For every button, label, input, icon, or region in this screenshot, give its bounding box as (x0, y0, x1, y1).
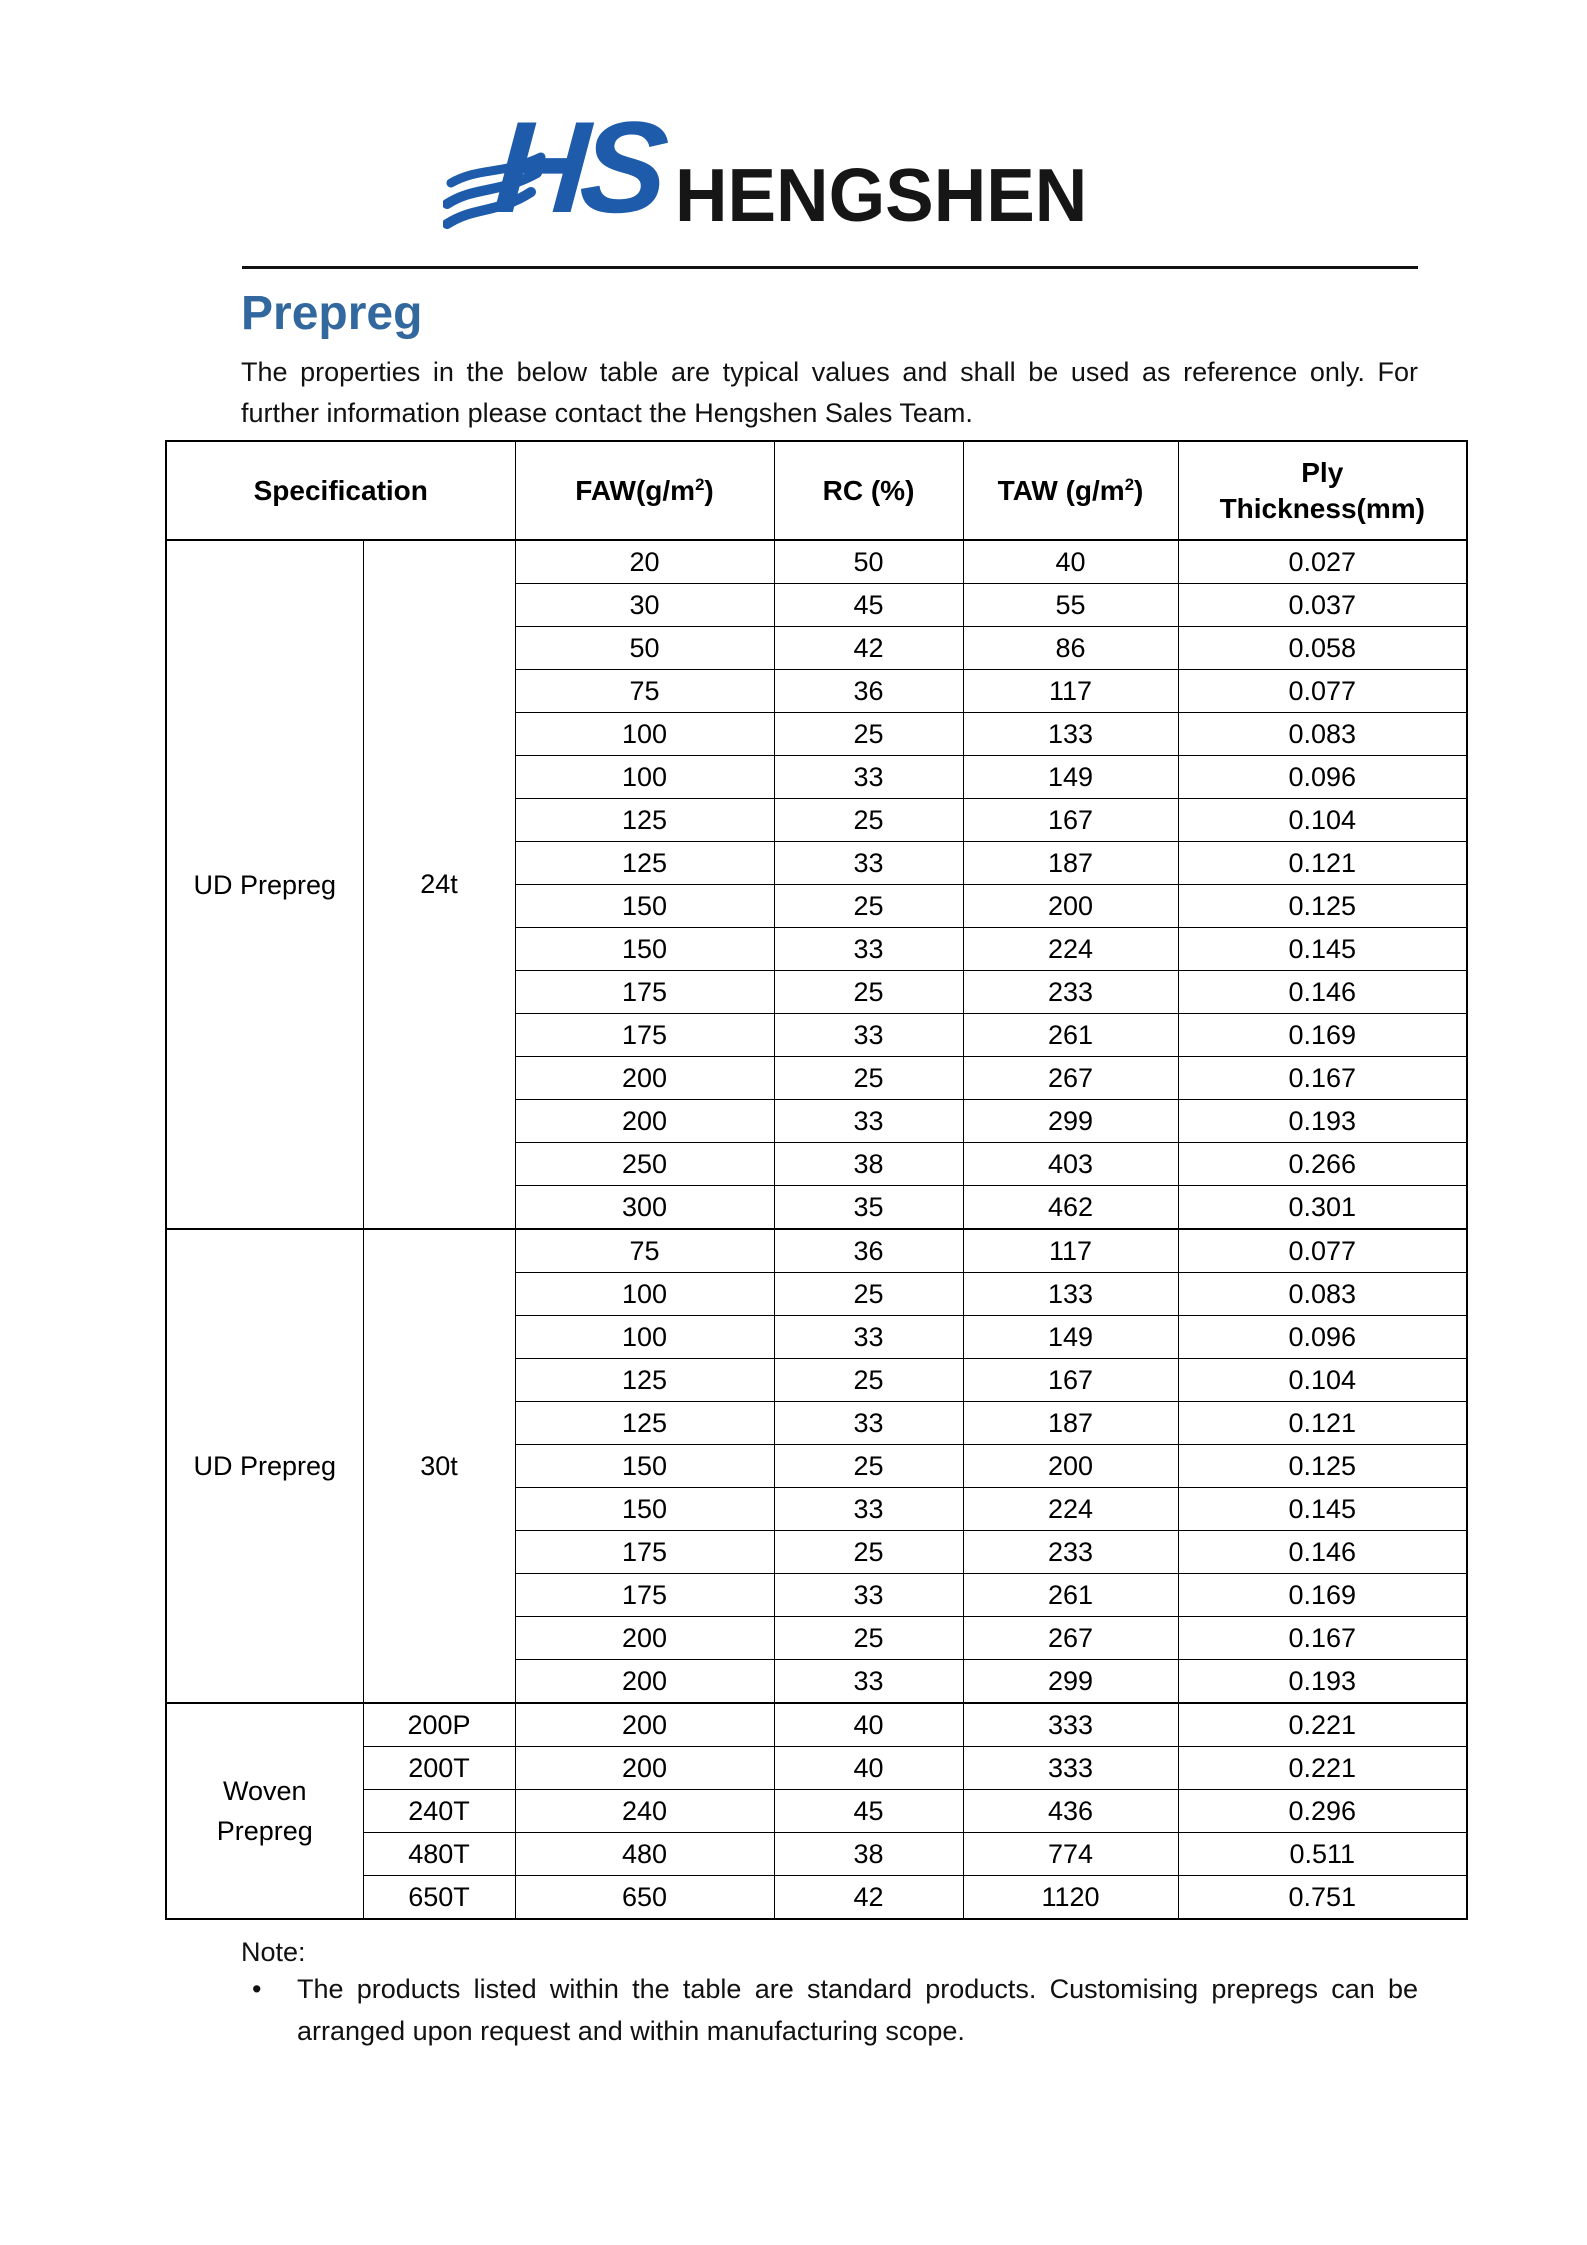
ply-cell: 0.146 (1178, 1531, 1467, 1574)
rc-cell: 38 (774, 1143, 963, 1186)
taw-cell: 299 (963, 1660, 1178, 1704)
ply-cell: 0.125 (1178, 1445, 1467, 1488)
ply-cell: 0.167 (1178, 1057, 1467, 1100)
spec-cell (166, 1229, 363, 1703)
taw-cell: 333 (963, 1703, 1178, 1747)
header-faw: $FAW(g/m^2)$ (515, 441, 774, 540)
taw-cell: 200 (963, 1445, 1178, 1488)
table-header (166, 441, 1467, 540)
rc-cell: 25 (774, 1359, 963, 1402)
ply-cell: 0.077 (1178, 1229, 1467, 1273)
ply-cell: 0.037 (1178, 584, 1467, 627)
ply-cell: 0.301 (1178, 1186, 1467, 1230)
taw-cell: 299 (963, 1100, 1178, 1143)
spec-cell (166, 540, 363, 1229)
faw-cell: 100 (515, 1273, 774, 1316)
table-row (166, 1703, 1467, 1747)
spec-line: UD Prepreg (193, 1451, 337, 1481)
ply-cell: 0.169 (1178, 1574, 1467, 1617)
faw-cell: 75 (515, 1229, 774, 1273)
rc-cell: 42 (774, 627, 963, 670)
ply-cell: 0.146 (1178, 971, 1467, 1014)
rc-cell: 25 (774, 885, 963, 928)
ply-cell: 0.511 (1178, 1833, 1467, 1876)
faw-cell: 150 (515, 885, 774, 928)
taw-cell: 149 (963, 756, 1178, 799)
note-line-1: The products listed within the table are standard products. Customising prepregs can be (297, 1974, 1418, 2004)
faw-cell: 125 (515, 842, 774, 885)
taw-cell: 200 (963, 885, 1178, 928)
rc-cell: 33 (774, 1316, 963, 1359)
ply-cell: 0.125 (1178, 885, 1467, 928)
taw-cell: 40 (963, 540, 1178, 584)
rc-cell: 25 (774, 1531, 963, 1574)
header-ply-thickness: Ply Thickness(mm) (1178, 441, 1467, 540)
ply-cell: 0.296 (1178, 1790, 1467, 1833)
faw-cell: 175 (515, 1014, 774, 1057)
taw-cell: 436 (963, 1790, 1178, 1833)
rc-cell: 38 (774, 1833, 963, 1876)
subspec-cell: 200P (363, 1703, 515, 1747)
table-header-row (166, 441, 1467, 540)
header-rule (242, 266, 1418, 269)
rc-cell: 33 (774, 842, 963, 885)
faw-cell: 125 (515, 1402, 774, 1445)
rc-cell: 25 (774, 1057, 963, 1100)
taw-cell: 133 (963, 1273, 1178, 1316)
ply-cell: 0.266 (1178, 1143, 1467, 1186)
taw-cell: 133 (963, 713, 1178, 756)
table-row (166, 540, 1467, 584)
taw-cell: 117 (963, 1229, 1178, 1273)
taw-cell: 149 (963, 1316, 1178, 1359)
faw-cell: 175 (515, 1574, 774, 1617)
faw-cell: 200 (515, 1100, 774, 1143)
ply-cell: 0.096 (1178, 1316, 1467, 1359)
table-body (166, 540, 1467, 1919)
taw-cell: 774 (963, 1833, 1178, 1876)
spec-line: Woven (222, 1776, 307, 1806)
taw-cell: 224 (963, 1488, 1178, 1531)
taw-cell: 261 (963, 1574, 1178, 1617)
faw-cell: 100 (515, 1316, 774, 1359)
hs-mark-icon: HS (489, 94, 665, 240)
taw-cell: 224 (963, 928, 1178, 971)
rc-cell: 50 (774, 540, 963, 584)
faw-cell: 20 (515, 540, 774, 584)
faw-cell: 200 (515, 1617, 774, 1660)
rc-cell: 33 (774, 756, 963, 799)
ply-cell: 0.193 (1178, 1660, 1467, 1704)
taw-cell: 267 (963, 1057, 1178, 1100)
taw-cell: 167 (963, 1359, 1178, 1402)
rc-cell: 36 (774, 670, 963, 713)
intro-paragraph (241, 352, 1418, 434)
taw-superscript: 2 (1124, 475, 1135, 495)
ply-cell: 0.145 (1178, 928, 1467, 971)
table-row (166, 1229, 1467, 1273)
bullet-dot: • (252, 1974, 262, 2004)
intro-line-2: further information please contact the Hengshen Sales Team. (241, 398, 973, 428)
ply-cell: 0.104 (1178, 1359, 1467, 1402)
taw-cell: 86 (963, 627, 1178, 670)
faw-superscript: 2 (695, 475, 705, 495)
header-specification: Specification (166, 441, 515, 540)
rc-cell: 35 (774, 1186, 963, 1230)
intro-line-1: The properties in the below table are typical values and shall be used as reference only. For (241, 357, 1418, 387)
ply-cell: 0.193 (1178, 1100, 1467, 1143)
rc-cell: 33 (774, 1014, 963, 1057)
ply-cell: 0.096 (1178, 756, 1467, 799)
rc-cell: 33 (774, 1574, 963, 1617)
taw-cell: 55 (963, 584, 1178, 627)
ply-cell: 0.751 (1178, 1876, 1467, 1920)
rc-cell: 25 (774, 1617, 963, 1660)
faw-cell: 150 (515, 928, 774, 971)
faw-cell: 200 (515, 1747, 774, 1790)
ply-cell: 0.121 (1178, 842, 1467, 885)
taw-cell: 117 (963, 670, 1178, 713)
rc-cell: 33 (774, 1100, 963, 1143)
taw-cell: 187 (963, 1402, 1178, 1445)
spec-cell (166, 1703, 363, 1919)
taw-cell: 261 (963, 1014, 1178, 1057)
faw-cell: 150 (515, 1445, 774, 1488)
taw-cell: 403 (963, 1143, 1178, 1186)
taw-cell: 462 (963, 1186, 1178, 1230)
faw-cell: 175 (515, 971, 774, 1014)
rc-cell: 40 (774, 1747, 963, 1790)
faw-cell: 50 (515, 627, 774, 670)
faw-cell: 200 (515, 1660, 774, 1704)
ply-cell: 0.083 (1178, 1273, 1467, 1316)
ply-cell: 0.104 (1178, 799, 1467, 842)
ply-cell: 0.058 (1178, 627, 1467, 670)
ply-cell: 0.027 (1178, 540, 1467, 584)
faw-cell: 150 (515, 1488, 774, 1531)
rc-cell: 42 (774, 1876, 963, 1920)
rc-cell: 25 (774, 971, 963, 1014)
ply-cell: 0.167 (1178, 1617, 1467, 1660)
faw-cell: 250 (515, 1143, 774, 1186)
taw-cell: 233 (963, 971, 1178, 1014)
faw-cell: 175 (515, 1531, 774, 1574)
rc-cell: 25 (774, 713, 963, 756)
spec-line: Prepreg (216, 1816, 313, 1846)
rc-cell: 36 (774, 1229, 963, 1273)
rc-cell: 25 (774, 799, 963, 842)
ply-cell: 0.145 (1178, 1488, 1467, 1531)
ply-cell: 0.169 (1178, 1014, 1467, 1057)
header-rc: RC (%) (774, 441, 963, 540)
logo-wordmark: HENGSHEN (675, 153, 1088, 237)
rc-cell: 25 (774, 1273, 963, 1316)
subspec-cell: 240T (363, 1790, 515, 1833)
faw-cell: 650 (515, 1876, 774, 1920)
prepreg-table (165, 440, 1468, 1920)
taw-cell: 267 (963, 1617, 1178, 1660)
taw-cell: 1120 (963, 1876, 1178, 1920)
taw-cell: 233 (963, 1531, 1178, 1574)
taw-cell: 333 (963, 1747, 1178, 1790)
header-taw: TAW $(g/m^2)$ (963, 441, 1178, 540)
page-title: Prepreg (241, 287, 423, 340)
faw-cell: 100 (515, 713, 774, 756)
hengshen-logo (455, 94, 1135, 248)
faw-cell: 300 (515, 1186, 774, 1230)
ply-cell: 0.077 (1178, 670, 1467, 713)
subspec-cell: 200T (363, 1747, 515, 1790)
subspec-cell: 480T (363, 1833, 515, 1876)
rc-cell: 33 (774, 1402, 963, 1445)
ply-cell: 0.121 (1178, 1402, 1467, 1445)
rc-cell: 45 (774, 1790, 963, 1833)
note-line-2: arranged upon request and within manufacturing scope. (297, 2016, 965, 2046)
rc-cell: 25 (774, 1445, 963, 1488)
ply-cell: 0.221 (1178, 1703, 1467, 1747)
faw-cell: 240 (515, 1790, 774, 1833)
taw-cell: 167 (963, 799, 1178, 842)
subspec-cell: 650T (363, 1876, 515, 1920)
spec-line: UD Prepreg (193, 869, 337, 900)
rc-cell: 45 (774, 584, 963, 627)
subspec-cell: 24t (363, 540, 515, 1229)
faw-cell: 200 (515, 1703, 774, 1747)
faw-cell: 480 (515, 1833, 774, 1876)
rc-cell: 40 (774, 1703, 963, 1747)
subspec-cell: 30t (363, 1229, 515, 1703)
faw-cell: 75 (515, 670, 774, 713)
note-paragraph (297, 1968, 1418, 2052)
faw-cell: 200 (515, 1057, 774, 1100)
taw-cell: 187 (963, 842, 1178, 885)
faw-cell: 125 (515, 799, 774, 842)
rc-cell: 33 (774, 928, 963, 971)
note-label: Note: (241, 1937, 306, 1967)
faw-cell: 125 (515, 1359, 774, 1402)
rc-cell: 33 (774, 1660, 963, 1704)
ply-cell: 0.083 (1178, 713, 1467, 756)
ply-cell: 0.221 (1178, 1747, 1467, 1790)
faw-cell: 30 (515, 584, 774, 627)
faw-cell: 100 (515, 756, 774, 799)
rc-cell: 33 (774, 1488, 963, 1531)
